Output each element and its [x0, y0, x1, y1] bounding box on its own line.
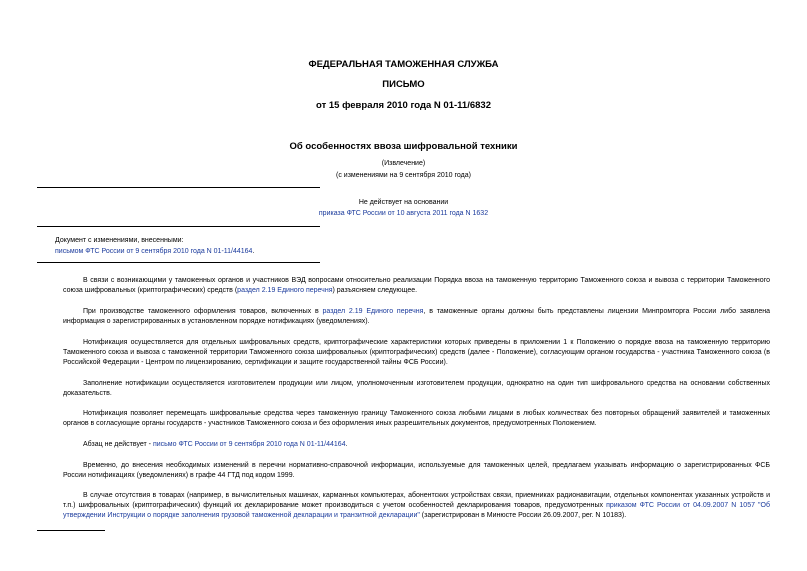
paragraph-8 [63, 491, 770, 521]
paragraph-text: ) разъясняем следующее. [332, 287, 418, 294]
changes-box-label: Документ с изменениями, внесенными: [55, 237, 184, 244]
paragraph-text: . [345, 441, 348, 448]
amending-letter-link[interactable]: письмом ФТС России от 9 сентября 2010 года N 01-11/44164 [55, 248, 253, 255]
paragraph-text: В случае отсутствия в товарах (например, в вычислительных машинах, карманных компьютерах, абонентских устройствах связи, приемниках радионавигации, отдельных компонентах указанных устройств и т.п.) шифровальных (криптографических) функций их декларирование может производиться с учетом особенностей декларирования товаров, предусмотренных [63, 492, 770, 509]
paragraph-text: Абзац не действует - [83, 441, 153, 448]
doc-subject: Об особенностях ввоза шифровальной техники [289, 141, 518, 152]
footnote-rule [37, 530, 105, 531]
paragraph-6 [63, 440, 770, 450]
unified-list-link[interactable]: раздел 2.19 Единого перечня [237, 287, 333, 294]
paragraph-7: Временно, до внесения необходимых изменений в перечни нормативно-справочной информации, используемые для таможенных целей, предлагаем указывать информацию о зарегистрированных ФСБ России нотификациях (уведомлениях) в графе 44 ГТД под кодом 1999. [63, 462, 770, 479]
paragraph-2 [63, 307, 770, 327]
paragraph-3: Нотификация осуществляется для отдельных шифровальных средств, криптографические характеристики которых приведены в приложении 1 к Положению о порядке ввоза на таможенную территорию Таможенного союза и вывоза с таможенной территории Таможенного союза шифровальных (криптографических) средств (далее - Положение), согласующим органом государства - участника Таможенного союза (в Российской Федерации - Центром по лицензированию, сертификации и защите государственной тайны ФСБ России). [63, 339, 770, 366]
divider-rule [37, 262, 320, 263]
declaration-order-link[interactable]: приказом ФТС России от 04.09.2007 N 1057 "Об утверждении Инструкции о порядке заполнения грузовой таможенной декларации и транзитной декларации" [63, 502, 770, 519]
repeal-order-link[interactable]: приказа ФТС России от 10 августа 2011 года N 1632 [318, 210, 489, 217]
paragraph-5: Нотификация позволяет перемещать шифровальные средства через таможенную границу Таможенного союза любыми лицами в любых количествах без повторных обращений заявителей и таможенных органов в согласующие органы государств - участников Таможенного союза и без оформления иных разрешительных документов, предусмотренных Положением. [63, 410, 770, 427]
paragraph-text: , в таможенные органы должны быть представлены лицензии Минпромторга России либо заявлена информация о зарегистрированных в установленном порядке нотификациях (уведомлениях). [63, 308, 770, 325]
changes-label: (с изменениями на 9 сентября 2010 года) [336, 172, 471, 179]
unified-list-link[interactable]: раздел 2.19 Единого перечня [322, 308, 424, 315]
changes-box-link-row [55, 247, 254, 257]
divider-rule [37, 226, 320, 227]
extract-label: (Извлечение) [381, 160, 426, 167]
period: . [252, 248, 255, 255]
agency-title: ФЕДЕРАЛЬНАЯ ТАМОЖЕННАЯ СЛУЖБА [308, 59, 499, 70]
doc-type: ПИСЬМО [382, 79, 425, 90]
status-text: Не действует на основании [358, 199, 449, 206]
paragraph-text: (зарегистрирован в Минюсте России 26.09.2007, рег. N 10183). [419, 512, 627, 519]
paragraph-1 [63, 276, 770, 296]
status-link-row [0, 210, 807, 217]
paragraph-text: В связи с возникающими у таможенных органов и участников ВЭД вопросами относительно реализации Порядка ввоза на таможенную территорию Таможенного союза и вывоза с территории Таможенного союза шифровальных (криптографических) средств ( [63, 277, 770, 294]
divider-rule [37, 187, 320, 188]
doc-date-number: от 15 февраля 2010 года N 01-11/6832 [316, 100, 491, 111]
paragraph-4: Заполнение нотификации осуществляется изготовителем продукции или лицом, уполномоченным изготовителем продукции, однократно на один тип шифровального средства на основании собственных доказательств. [63, 380, 770, 397]
amending-letter-link[interactable]: письмо ФТС России от 9 сентября 2010 года N 01-11/44164 [152, 441, 346, 448]
paragraph-text: При производстве таможенного оформления товаров, включенных в [83, 308, 323, 315]
